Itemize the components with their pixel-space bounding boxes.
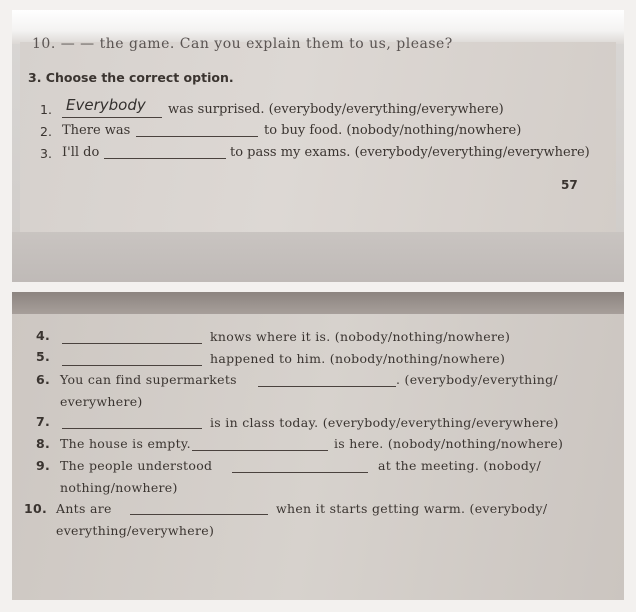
item-prefix: The people understood xyxy=(60,458,213,473)
item-number: 1. xyxy=(40,102,52,117)
item-prefix: Ants are xyxy=(56,501,112,516)
item-prefix: I'll do xyxy=(62,145,100,160)
item-text: to pass my exams. (everybody/everything/everywhere) xyxy=(230,145,590,160)
item-number: 6. xyxy=(36,372,51,387)
item-text: to buy food. (nobody/nothing/nowhere) xyxy=(264,123,522,138)
page-number: 57 xyxy=(561,178,578,192)
answer-blank[interactable] xyxy=(130,514,268,515)
item-number: 7. xyxy=(36,414,51,429)
item-prefix: There was xyxy=(62,123,131,138)
item-prefix: You can find supermarkets xyxy=(60,372,237,387)
item-number: 2. xyxy=(40,124,52,139)
item-number: 3. xyxy=(40,146,52,161)
answer-blank[interactable] xyxy=(136,136,258,137)
top-photo xyxy=(12,10,624,282)
exercise-heading: 3. Choose the correct option. xyxy=(28,70,234,85)
item-continuation: everything/everywhere) xyxy=(56,523,215,538)
item-text: is in class today. (everybody/everything/everywhere) xyxy=(210,415,559,430)
item-text: was surprised. (everybody/everything/everywhere) xyxy=(168,102,504,117)
item-text: happened to him. (nobody/nothing/nowhere) xyxy=(210,351,506,366)
item-text: at the meeting. (nobody/ xyxy=(378,458,542,473)
answer-blank[interactable] xyxy=(104,158,226,159)
page-shadow-band xyxy=(12,232,624,282)
answer-blank[interactable] xyxy=(258,386,396,387)
answer-blank[interactable] xyxy=(62,117,162,118)
page-edge-shadow xyxy=(12,292,624,314)
answer-blank[interactable] xyxy=(62,428,202,429)
answer-blank[interactable] xyxy=(62,365,202,366)
cut-line-text: 10. — — the game. Can you explain them to us, please? xyxy=(32,36,453,52)
item-text: . (everybody/everything/ xyxy=(396,372,558,387)
answer-blank[interactable] xyxy=(62,343,202,344)
item-number: 9. xyxy=(36,458,51,473)
handwritten-answer: Everybody xyxy=(66,96,146,114)
item-number: 5. xyxy=(36,349,51,364)
item-number: 4. xyxy=(36,328,51,343)
item-number: 8. xyxy=(36,436,51,451)
answer-blank[interactable] xyxy=(192,450,328,451)
answer-blank[interactable] xyxy=(232,472,368,473)
item-prefix: The house is empty. xyxy=(60,436,191,451)
item-text: when it starts getting warm. (everybody/ xyxy=(276,501,548,516)
item-continuation: everywhere) xyxy=(60,394,143,409)
item-text: knows where it is. (nobody/nothing/nowhere) xyxy=(210,329,511,344)
item-number: 10. xyxy=(24,501,48,516)
item-continuation: nothing/nowhere) xyxy=(60,480,178,495)
item-text: is here. (nobody/nothing/nowhere) xyxy=(334,436,564,451)
bottom-photo xyxy=(12,292,624,600)
